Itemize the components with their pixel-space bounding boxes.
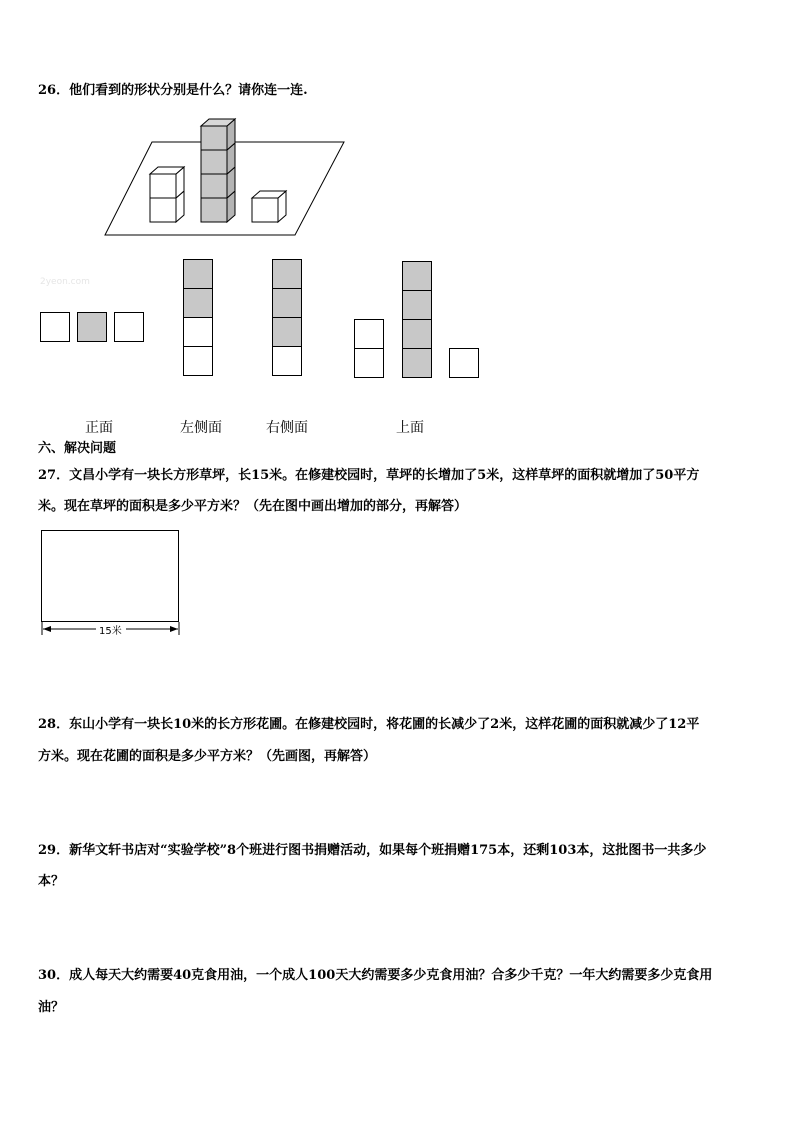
- right-side-view-shape: [272, 259, 302, 376]
- label-left-side: 左侧面: [180, 420, 222, 436]
- question-30-line1: 30．成人每天大约需要40克食用油，一个成人100天大约需要多少克食用油？合多少千克？一年大约需要多少克食用: [38, 968, 713, 983]
- view-square: [354, 319, 384, 349]
- question-26-text: 26．他们看到的形状分别是什么？请你连一连.: [38, 83, 308, 98]
- question-27-line1: 27．文昌小学有一块长方形草坪，长15米。在修建校园时，草坪的长增加了5米，这样草坪的面积就增加了50平方: [38, 468, 700, 483]
- view-square: [114, 312, 144, 342]
- question-29-line1: 29．新华文轩书店对“实验学校”8个班进行图书捐赠活动，如果每个班捐赠175本，还剩103本，这批图书一共多少: [38, 843, 707, 858]
- question-28-line2: 方米。现在花圃的面积是多少平方米？（先画图，再解答）: [38, 749, 377, 764]
- left-side-view-shape: [183, 259, 213, 376]
- question-28-line1: 28．东山小学有一块长10米的长方形花圃。在修建校园时，将花圃的长减少了2米，这样花圃的面积就减少了12平: [38, 717, 700, 732]
- label-top: 上面: [396, 420, 424, 436]
- view-square: [183, 317, 213, 347]
- view-square-gray: [272, 317, 302, 347]
- view-square-gray: [402, 348, 432, 378]
- top-view-shape-c: [449, 348, 479, 378]
- front-view-shape: [40, 312, 144, 342]
- view-square-gray: [77, 312, 107, 342]
- label-front: 正面: [85, 420, 113, 436]
- lawn-rectangle: [41, 530, 179, 622]
- question-30-line2: 油？: [38, 1000, 65, 1015]
- view-square: [449, 348, 479, 378]
- section-title: 六、解决问题: [38, 441, 117, 456]
- dimension-label: 15米: [99, 626, 122, 637]
- cube-arrangement-figure: [100, 112, 350, 242]
- view-square-gray: [183, 259, 213, 289]
- top-view-shape-a: [354, 319, 384, 378]
- tall-cube-stack: [201, 119, 235, 222]
- label-right-side: 右侧面: [266, 420, 308, 436]
- question-27-line2: 米。现在草坪的面积是多少平方米？（先在图中画出增加的部分，再解答）: [38, 499, 468, 514]
- view-square-gray: [272, 288, 302, 318]
- view-square-gray: [272, 259, 302, 289]
- view-square: [40, 312, 70, 342]
- watermark: 2yeon.com: [40, 277, 90, 287]
- question-29-line2: 本？: [38, 874, 65, 889]
- view-square: [354, 348, 384, 378]
- view-square-gray: [402, 290, 432, 320]
- view-square-gray: [183, 288, 213, 318]
- view-square: [183, 346, 213, 376]
- view-square-gray: [402, 319, 432, 349]
- left-cube-stack: [150, 167, 184, 222]
- view-square-gray: [402, 261, 432, 291]
- view-square: [272, 346, 302, 376]
- top-view-shape-b: [402, 261, 432, 378]
- single-cube: [252, 191, 286, 222]
